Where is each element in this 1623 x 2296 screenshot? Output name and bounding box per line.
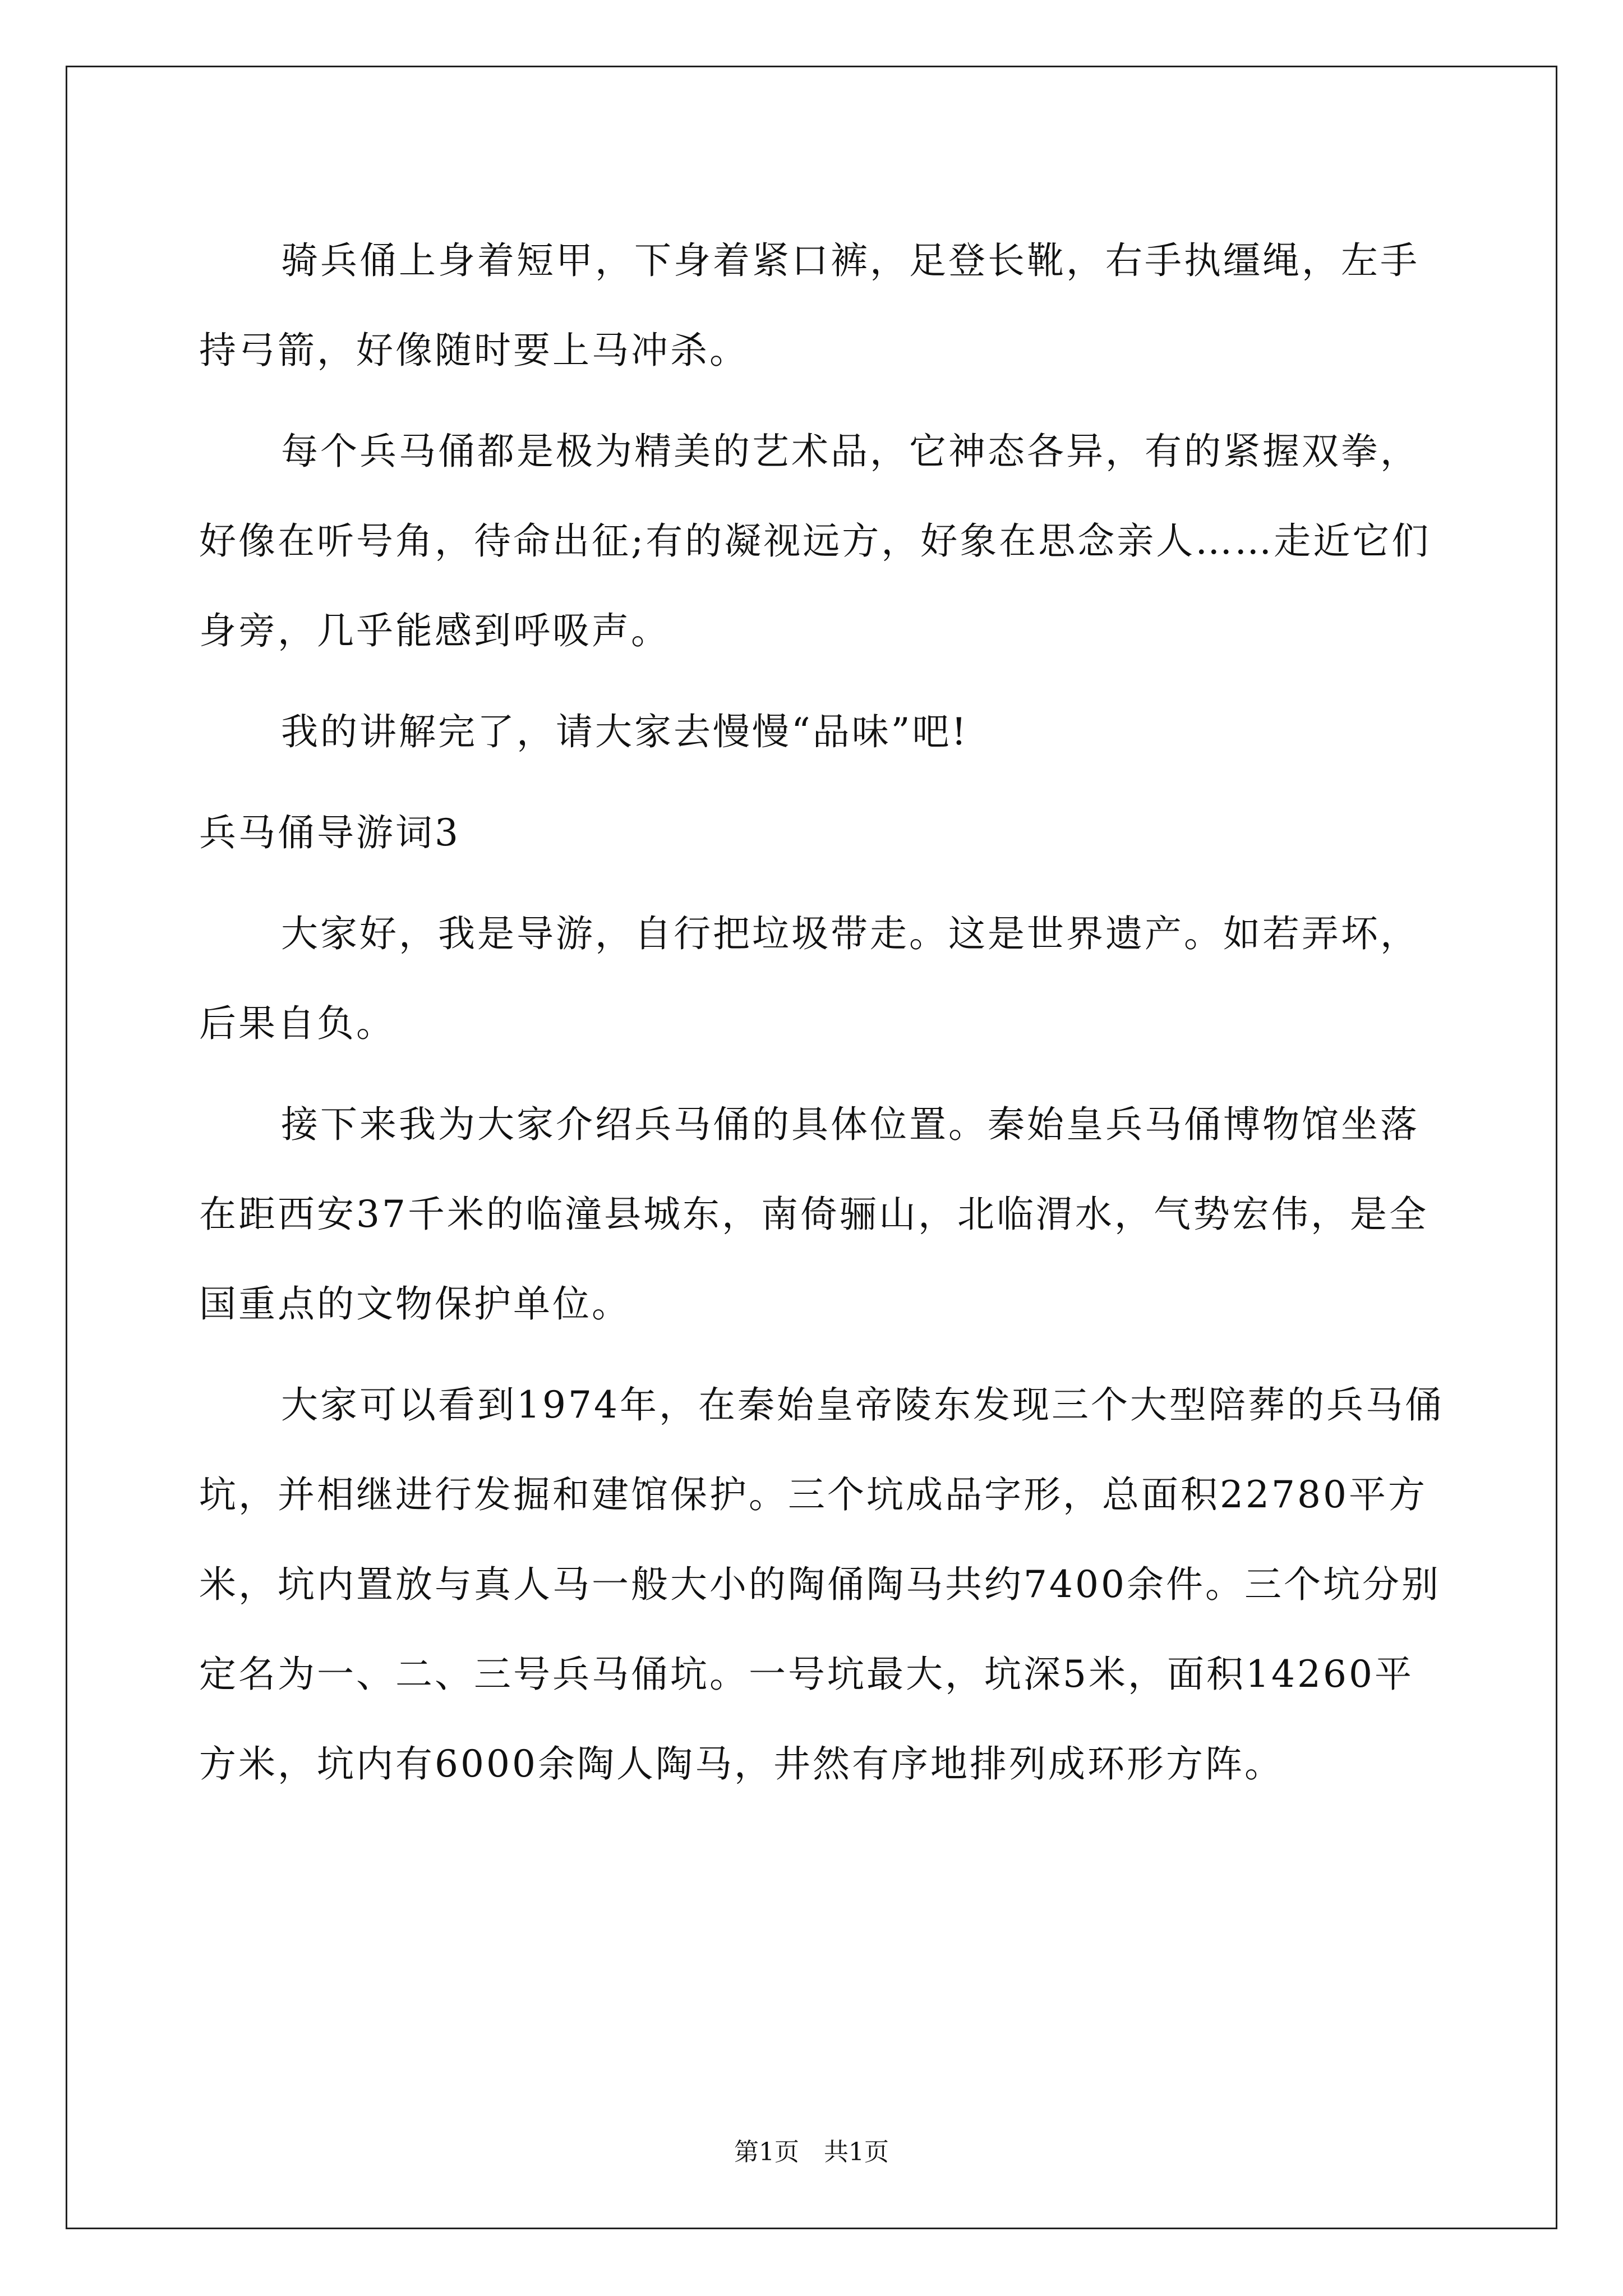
paragraph: 骑兵俑上身着短甲，下身着紧口裤，足登长靴，右手执缰绳，左手持弓箭，好像随时要上马冲杀。	[199, 239, 1419, 372]
document-body	[199, 216, 1450, 1820]
paragraph: 我的讲解完了，请大家去慢慢“品味”吧!	[281, 710, 969, 753]
paragraph: 接下来我为大家介绍兵马俑的具体位置。秦始皇兵马俑博物馆坐落在距西安37千米的临潼县城东，南倚骊山，北临渭水，气势宏伟，是全国重点的文物保护单位。	[199, 1103, 1428, 1326]
page-footer: 第1页 共1页	[734, 2138, 889, 2166]
paragraph: 大家可以看到1974年，在秦始皇帝陵东发现三个大型陪葬的兵马俑坑，并相继进行发掘和建馆保护。三个坑成品字形，总面积22780平方米，坑内置放与真人马一般大小的陶俑陶马共约7400余件。三个坑分别定名为一、二、三号兵马俑坑。一号坑最大，坑深5米，面积14260平方米，坑内有6000余陶人陶马，井然有序地排列成环形方阵。	[199, 1383, 1444, 1786]
paragraph: 每个兵马俑都是极为精美的艺术品，它神态各异，有的紧握双拳，好像在听号角，待命出征;有的凝视远方，好象在思念亲人……走近它们身旁，几乎能感到呼吸声。	[199, 430, 1431, 652]
section-heading: 兵马俑导游词3	[199, 811, 460, 854]
paragraph: 大家好，我是导游，自行把垃圾带走。这是世界遗产。如若弄坏，后果自负。	[199, 912, 1419, 1045]
